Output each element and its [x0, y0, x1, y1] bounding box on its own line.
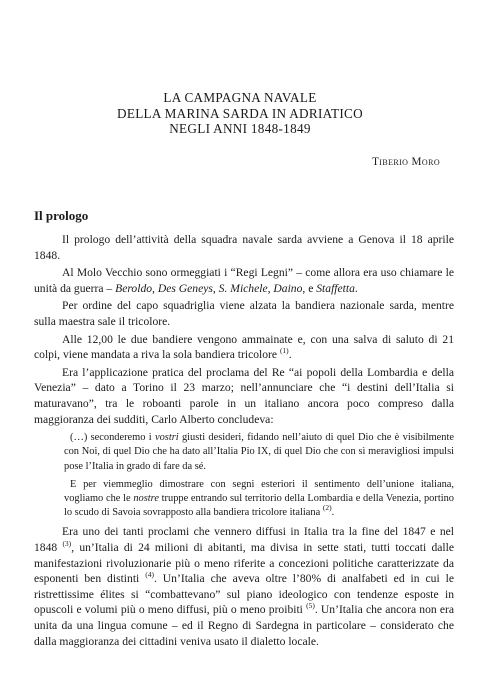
footnote-ref-1[interactable]: (1) [279, 346, 289, 356]
paragraph-2 [34, 265, 454, 296]
quote-2-emphasis: nostre [133, 492, 159, 504]
body-text [34, 232, 454, 651]
paragraph-2-conj: , e [302, 281, 317, 295]
quote-1-text-a: (…) seconderemo i [70, 432, 155, 444]
footnote-ref-4[interactable]: (4) [145, 570, 154, 580]
paragraph-5: Era l’applicazione pratica del proclama del Re “ai popoli della Lombardia e della Venezia” – dato a Torino il 23 marzo; nell’annunciare che “i destini dell’Italia si maturavano”, tra le roboanti parole in un italiano ancora poco compreso dalla maggioranza dei sudditi, Carlo Alberto concludeva: [34, 365, 454, 426]
paragraph-4-text: Alle 12,00 le due bandiere vengono ammainate e, con una salva di saluto di 21 colpi, viene mandata a riva la sola bandiera tricolore [34, 332, 454, 362]
paragraph-2-text: Al Molo Vecchio sono ormeggiati i “Regi Legni” – come allora era uso chiamare le unità da guerra – [34, 266, 454, 295]
quote-paragraph-1 [64, 431, 454, 474]
ship-names: Beroldo, Des Geneys, S. Michele, Daino [115, 281, 303, 295]
quote-paragraph-2 [64, 478, 454, 521]
section-heading: Il prologo [34, 208, 89, 223]
paragraph-6 [34, 524, 454, 649]
paragraph-6-text-c: . Un’Italia che aveva oltre l’80% di analfabeti ed in cui le ristrettissime élites si “combattevano” sul piano ideologico con tendenze esposte in opuscoli e volumi più o meno diffusi, più o meno proibiti [34, 572, 454, 617]
paragraph-6-text-b: , un’Italia di 24 milioni di abitanti, ma divisa in sette stati, tutti toccati dalle manifestazioni rivoluzionarie più o meno riferite a concezioni politiche caratterizzate da esponenti ben distinti [34, 540, 454, 586]
paragraph-4-end: . [288, 348, 292, 362]
author-name: Tiberio Moro [372, 156, 440, 168]
quote-1-emphasis: vostri [154, 432, 179, 444]
footnote-ref-3[interactable]: (3) [62, 538, 72, 548]
quote-2-text-b: truppe entrando sul territorio della Lombardia e della Venezia, portino lo scudo di Savoia sovrapposto alla bandiera tricolore italiana [64, 492, 454, 519]
paragraph-1: Il prologo dell’attività della squadra navale sarda avviene a Genova il 18 aprile 1848. [34, 233, 454, 262]
block-quote [64, 431, 454, 520]
paragraph-6-text-d: . Un’Italia che ancora non era unita da una lingua comune – ed il Regno di Sardegna in particolare – considerato che dalla maggioranza dei cittadini veniva usato il dialetto locale. [34, 603, 455, 648]
ship-name-last: Staffetta [316, 281, 355, 295]
paragraph-3: Per ordine del capo squadriglia viene alzata la bandiera nazionale sarda, mentre sulla maestra sale il tricolore. [34, 299, 454, 328]
footnote-ref-2[interactable]: (2) [322, 503, 332, 513]
article-title [40, 90, 440, 137]
quote-2-text-a: E per viemmeglio dimostrare con segni esteriori il sentimento dell’unione italiana, vogliamo che le [64, 478, 454, 504]
paragraph-4 [34, 332, 454, 363]
title-line-2: DELLA MARINA SARDA IN ADRIATICO [117, 105, 363, 121]
quote-1-text-b: giusti desideri, fidando nell’aiuto di quel Dio che è visibilmente con Noi, di quel Dio che ha dato all’Italia Pio IX, di quel Dio che con sì meravigliosi impulsi pose l’Italia in grado di fare da sé. [64, 432, 454, 472]
paragraph-6-text-a: Era uno dei tanti proclami che vennero diffusi in Italia tra la fine del 1847 e nel 1848 [34, 525, 454, 554]
title-line-3: NEGLI ANNI 1848-1849 [169, 121, 311, 136]
paragraph-2-end: . [354, 281, 358, 295]
footnote-ref-5[interactable]: (5) [306, 601, 315, 611]
title-line-1: LA CAMPAGNA NAVALE [163, 90, 317, 105]
quote-2-end: . [331, 507, 335, 519]
